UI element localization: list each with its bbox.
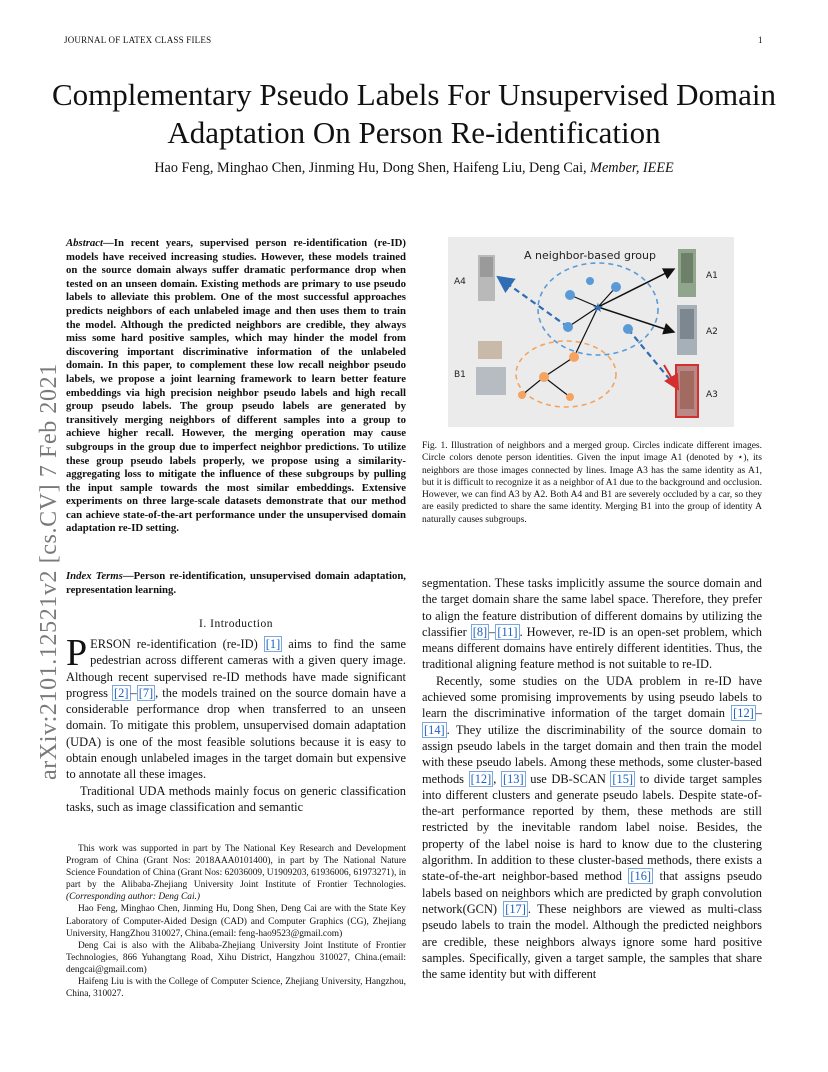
node-orange [566,393,574,401]
range-dash: – [489,624,496,639]
citation-link[interactable]: [16] [630,869,652,884]
text-run: , [493,771,501,786]
index-terms-label: Index Terms [66,570,123,582]
intro-p2: Traditional UDA methods mainly focus on generic classification tasks, such as image classification and semantic [66,783,406,814]
citation-link[interactable]: [14] [424,722,445,737]
text-run: that assigns pseudo labels based on neighbors which are predicted by graph convolution network(GCN) [422,869,762,916]
node-orange [518,391,526,399]
text-run: to divide target samples into different clusters and generate pseudo labels. Despite state-of-the-art performance reported by them, these methods are still restricted by the inevitable random label noise. Besides, the property of the label noise is hard to know due to the clustering algorithm. In addition to these cluster-based methods, there exists a state-of-the-art neighbor-based method [422,771,763,884]
right-paragraph-2 [422,673,762,983]
abstract-label: Abstract [66,237,104,249]
author-list [40,160,788,177]
running-header: JOURNAL OF LATEX CLASS FILES [64,35,212,45]
citation-link[interactable]: [7] [138,685,154,700]
label-a1: A1 [706,271,718,281]
text-run: . However, re-ID is an open-set problem, which means different domains have entirely different identities. Thus, the traditional aligning feature method is not suitable to re-ID. [422,624,762,672]
node-blue [623,324,633,334]
label-b1: B1 [454,370,466,380]
footnote-funding-text: This work was supported in part by The National Key Research and Development Program of China (Grant Nos: 2018AAA0101400), in part by The National Nature Science Foundation of China (Grant Nos: 62036009, U1909203, 61936006, 61973271), in part by the Alibaba-Zhejiang University Joint Institute of Frontier Technologies. [66,844,406,891]
arxiv-identifier: arXiv:2101.12521v2 [cs.CV] 7 Feb 2021 [36,363,62,780]
text-run: segmentation. These tasks implicitly assume the source domain and the target domain share the same label space. Therefore, they prefer to align the feature distribution of different domains by utilizing the classifier [422,576,762,639]
label-a2: A2 [706,327,718,337]
footnote-corresponding: (Corresponding author: Deng Cai.) [66,892,201,903]
range-dash: – [755,706,762,721]
footnote-funding [66,843,406,903]
figure-caption: Fig. 1. Illustration of neighbors and a merged group. Circles indicate different images. Circle colors denote person identities. Given the input image A1 (denoted by ⋆), its neighbors are those images connected by lines. Image A3 has the same identity as A1, but it is difficult to recognize it as a neighbor of A1 due to the background and occlusion. However, we can find A3 by A2. Both A4 and B1 are severely occluded by a car, so they are easily predicted to share the same identity. Merging B1 into the group of identity A naturally causes subgroups. [422,441,762,525]
text-run: . They utilize the discriminability of the source domain to assign pseudo labels in the target domain and then train the model with these pseudo labels. Among these methods, some cluster-based methods [422,722,762,786]
footnote-affiliation-3: Haifeng Liu is with the College of Computer Science, Zhejiang University, Hangzhou, China, 310027. [66,977,406,1000]
neighbor-group-diagram [448,237,734,427]
right-paragraph-1 [422,575,762,673]
citation-link[interactable]: [17] [505,901,526,916]
query-star-icon: ★ [592,300,604,315]
index-terms-text: —Person re-identification, unsupervised domain adaptation, representation learning. [66,570,406,596]
label-a3: A3 [706,390,718,400]
citation-link[interactable]: [1] [265,637,281,651]
citation-link[interactable]: [12] [733,706,754,721]
node-blue [563,322,573,332]
figure-title: A neighbor-based group [524,249,656,262]
citation-link[interactable]: [2] [114,685,129,700]
node-blue [611,282,621,292]
label-a4: A4 [454,277,466,287]
text-run: Recently, some studies on the UDA problem in re-ID have achieved some promising improvements by using pseudo labels to learn the discriminative information of the target domain [422,673,762,721]
abstract [66,237,406,536]
footnote-affiliation-2: Deng Cai is also with the Alibaba-Zhejiang University Joint Institute of Frontier Technologies, 866 Yuhangtang Road, Xihu District, Hangzhou 310027, China.(email: dengcai@gmail.com) [66,940,406,975]
node-orange [569,352,579,362]
drop-cap: P [66,632,88,674]
authors-names: Hao Feng, Minghao Chen, Jinming Hu, Dong Shen, Haifeng Liu, Deng Cai, [154,160,587,176]
text-run: . These neighbors are viewed as multi-class pseudo labels to train the model. Although the predicted neighbors are credible, these neighbors always ignore some hard positive samples. Specifically, given a target sample, the samples that share the same identity but with different [422,901,762,982]
intro-p1-a: ERSON re-identification (re-ID) [90,637,264,651]
section-heading: I. Introduction [199,618,273,630]
introduction-text [66,632,406,815]
range-dash: – [130,685,137,700]
citation-link[interactable]: [11] [497,624,518,639]
arxiv-stamp [0,300,70,780]
citation-link[interactable]: [15] [612,771,634,786]
right-column-text [422,575,762,982]
authors-membership: Member, IEEE [590,160,674,176]
photo-b1 [476,367,506,395]
intro-p1-c: , the models trained on the source domain have a considerable performance drop when transferred to an unseen domain. To mitigate this problem, unsupervised domain adaptation (UDA) is one of the most feasible solutions because it is easy to obtain enough unlabeled images in the target domain but expensive to annotate all these images. [66,685,406,782]
text-run: use DB-SCAN [525,771,611,786]
photo-b1-top [478,341,502,359]
figure-1 [448,237,734,427]
citation-link[interactable]: [8] [472,624,488,639]
abstract-text: —In recent years, supervised person re-identification (re-ID) models have received increasing studies. However, these models trained on the source domain always suffer dramatic performance drop when tested on an unseen domain. Existing methods are primary to use pseudo labels to alleviate this problem. One of the most successful approaches predicts neighbors of each unlabeled image and then uses them to train the model. Although the predicted neighbors are credible, they always miss some hard positive samples, which may hinder the model from discovering important discriminative information of the unlabeled domain. In this paper, to complement these low recall neighbor pseudo labels, we propose a joint learning framework to learn better feature embeddings via high precision neighbor pseudo labels and high recall group pseudo labels. The group pseudo labels are generated by transitively merging neighbors of different samples into a group to achieve higher recall. However, the merging operation may cause subgroups in the group due to imperfect neighbor predictions. To utilize these group pseudo labels properly, we propose using a similarity-aggregating loss to mitigate the influence of these subgroups by pulling the input sample towards the most similar embeddings. Extensive experiments on three large-scale datasets demonstrate that our method can achieve state-of-the-art performance under the unsupervised domain adaptation re-ID setting. [66,237,406,535]
intro-p1-b: aims to find the same pedestrian across different cameras with a given query image. Although recent supervised re-ID methods have made significant progress [66,637,406,700]
paper-title: Complementary Pseudo Labels For Unsupervised Domain Adaptation On Person Re-identification [51,77,777,150]
node-blue [565,290,575,300]
citation-link[interactable]: [13] [502,771,524,786]
footnote-affiliation-1: Hao Feng, Minghao Chen, Jinming Hu, Dong Shen, Deng Cai are with the State Key Laboratory of Computer-Aided Design (CAD) and Computer Graphics (CG), Zhejiang University, HangZhou 310027, China.(email: feng-hao9523@gmail.com) [66,904,406,939]
page-number: 1 [758,35,763,45]
footnotes [66,843,406,1000]
node-orange [539,372,549,382]
index-terms [66,570,406,597]
citation-link[interactable]: [12] [470,771,492,786]
node-blue [586,277,594,285]
